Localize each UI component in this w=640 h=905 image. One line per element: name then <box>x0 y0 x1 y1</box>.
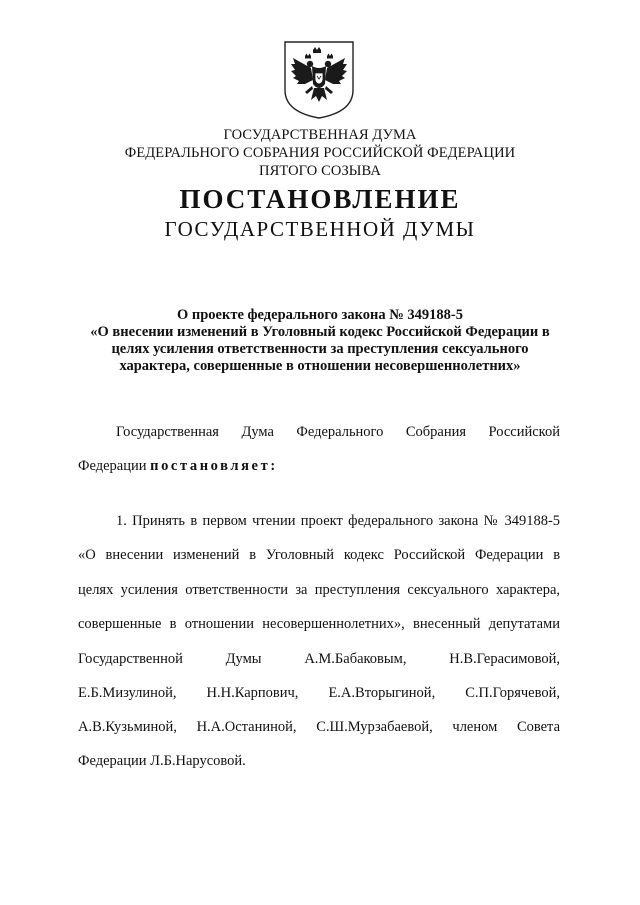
item-word: преступления <box>314 582 401 598</box>
item-word: Уголовный <box>265 547 335 563</box>
coat-of-arms-emblem-icon <box>283 40 355 120</box>
preamble-word: Государственная <box>116 424 219 440</box>
item-word: в <box>249 547 257 563</box>
subject-line-1: О проекте федерального закона № 349188-5 <box>176 307 464 323</box>
item-word: закона <box>438 513 479 529</box>
item-word: депутатами <box>488 616 560 632</box>
deputy-name: А.В.Кузьминой, <box>78 719 177 735</box>
preamble-word: Российской <box>488 424 560 440</box>
item-word: Принять <box>132 513 186 529</box>
deputy-name: С.Ш.Мурзабаевой, <box>316 719 433 735</box>
item1-line-5 <box>78 650 560 668</box>
preamble-word: Дума <box>241 424 274 440</box>
item-word: внесении <box>105 547 164 563</box>
item-word: Совета <box>516 719 561 735</box>
item1-line-4 <box>78 615 560 633</box>
item-word: изменений <box>173 547 240 563</box>
item-word: 1. <box>116 513 127 529</box>
item-word: целях <box>78 582 114 598</box>
preamble-word: Федерального <box>296 424 384 440</box>
item-word: ответственности <box>185 582 289 598</box>
item-word: совершенные <box>78 616 162 632</box>
header-line-2: ФЕДЕРАЛЬНОГО СОБРАНИЯ РОССИЙСКОЙ ФЕДЕРАЦИИ <box>124 145 516 161</box>
item-word: федерального <box>348 513 434 529</box>
item-word: членом <box>452 719 498 735</box>
item-word: Думы <box>225 651 262 667</box>
deputy-name: Е.А.Вторыгиной, <box>328 685 436 701</box>
subject-line-4: характера, совершенные в отношении несовершеннолетних» <box>119 358 521 374</box>
item-word: Российской <box>393 547 466 563</box>
document-subject <box>0 307 640 375</box>
deputy-name: Н.А.Останиной, <box>196 719 297 735</box>
item-word: внесенный <box>413 616 481 632</box>
item-word: характера, <box>495 582 561 598</box>
item-word: в <box>169 616 177 632</box>
deputy-name: Н.Н.Карпович, <box>206 685 299 701</box>
item-word: 349188-5 <box>504 513 561 529</box>
item-word: проект <box>300 513 343 529</box>
document-issuer-title: ГОСУДАРСТВЕННОЙ ДУМЫ <box>164 217 476 241</box>
item-word: кодекс <box>343 547 384 563</box>
item-word: первом <box>202 513 247 529</box>
item1-line-6 <box>78 684 560 702</box>
item1-line-1 <box>116 512 560 530</box>
item-word: в <box>553 547 561 563</box>
item-word: Федерации <box>474 547 544 563</box>
decree-word: постановляет: <box>150 458 278 474</box>
item-word: № <box>483 513 500 529</box>
item-word: несовершеннолетних», <box>262 616 405 632</box>
preamble-line-1 <box>116 423 560 441</box>
item-word: в <box>190 513 198 529</box>
subject-line-3: целях усиления ответственности за преступления сексуального <box>111 341 529 357</box>
item-word: чтении <box>252 513 296 529</box>
preamble-word: Собрания <box>405 424 467 440</box>
deputy-name: Е.Б.Мизулиной, <box>78 685 177 701</box>
item1-line-8 <box>78 752 560 770</box>
item1-line-3 <box>78 581 560 599</box>
preamble-prefix: Федерации <box>78 458 147 474</box>
deputy-name: А.М.Бабаковым, <box>304 651 407 667</box>
item-word: за <box>295 582 308 598</box>
item-word: отношении <box>184 616 255 632</box>
item1-line-2 <box>78 546 560 564</box>
header-line-1: ГОСУДАРСТВЕННАЯ ДУМА <box>223 127 417 143</box>
deputy-name: Н.В.Герасимовой, <box>449 651 561 667</box>
subject-line-2: «О внесении изменений в Уголовный кодекс Российской Федерации в <box>90 324 550 340</box>
issuing-body-header <box>0 126 640 180</box>
item-word: усиления <box>120 582 178 598</box>
item1-line-7 <box>78 718 560 736</box>
deputy-name: С.П.Горячевой, <box>465 685 560 701</box>
document-type-title: ПОСТАНОВЛЕНИЕ <box>179 184 461 214</box>
item-word: Государственной <box>78 651 183 667</box>
preamble-line-2 <box>78 457 560 475</box>
item-word: «О <box>78 547 96 563</box>
item-last-line: Федерации Л.Б.Нарусовой. <box>78 753 246 769</box>
header-line-3: ПЯТОГО СОЗЫВА <box>259 163 381 179</box>
item-word: сексуального <box>407 582 489 598</box>
